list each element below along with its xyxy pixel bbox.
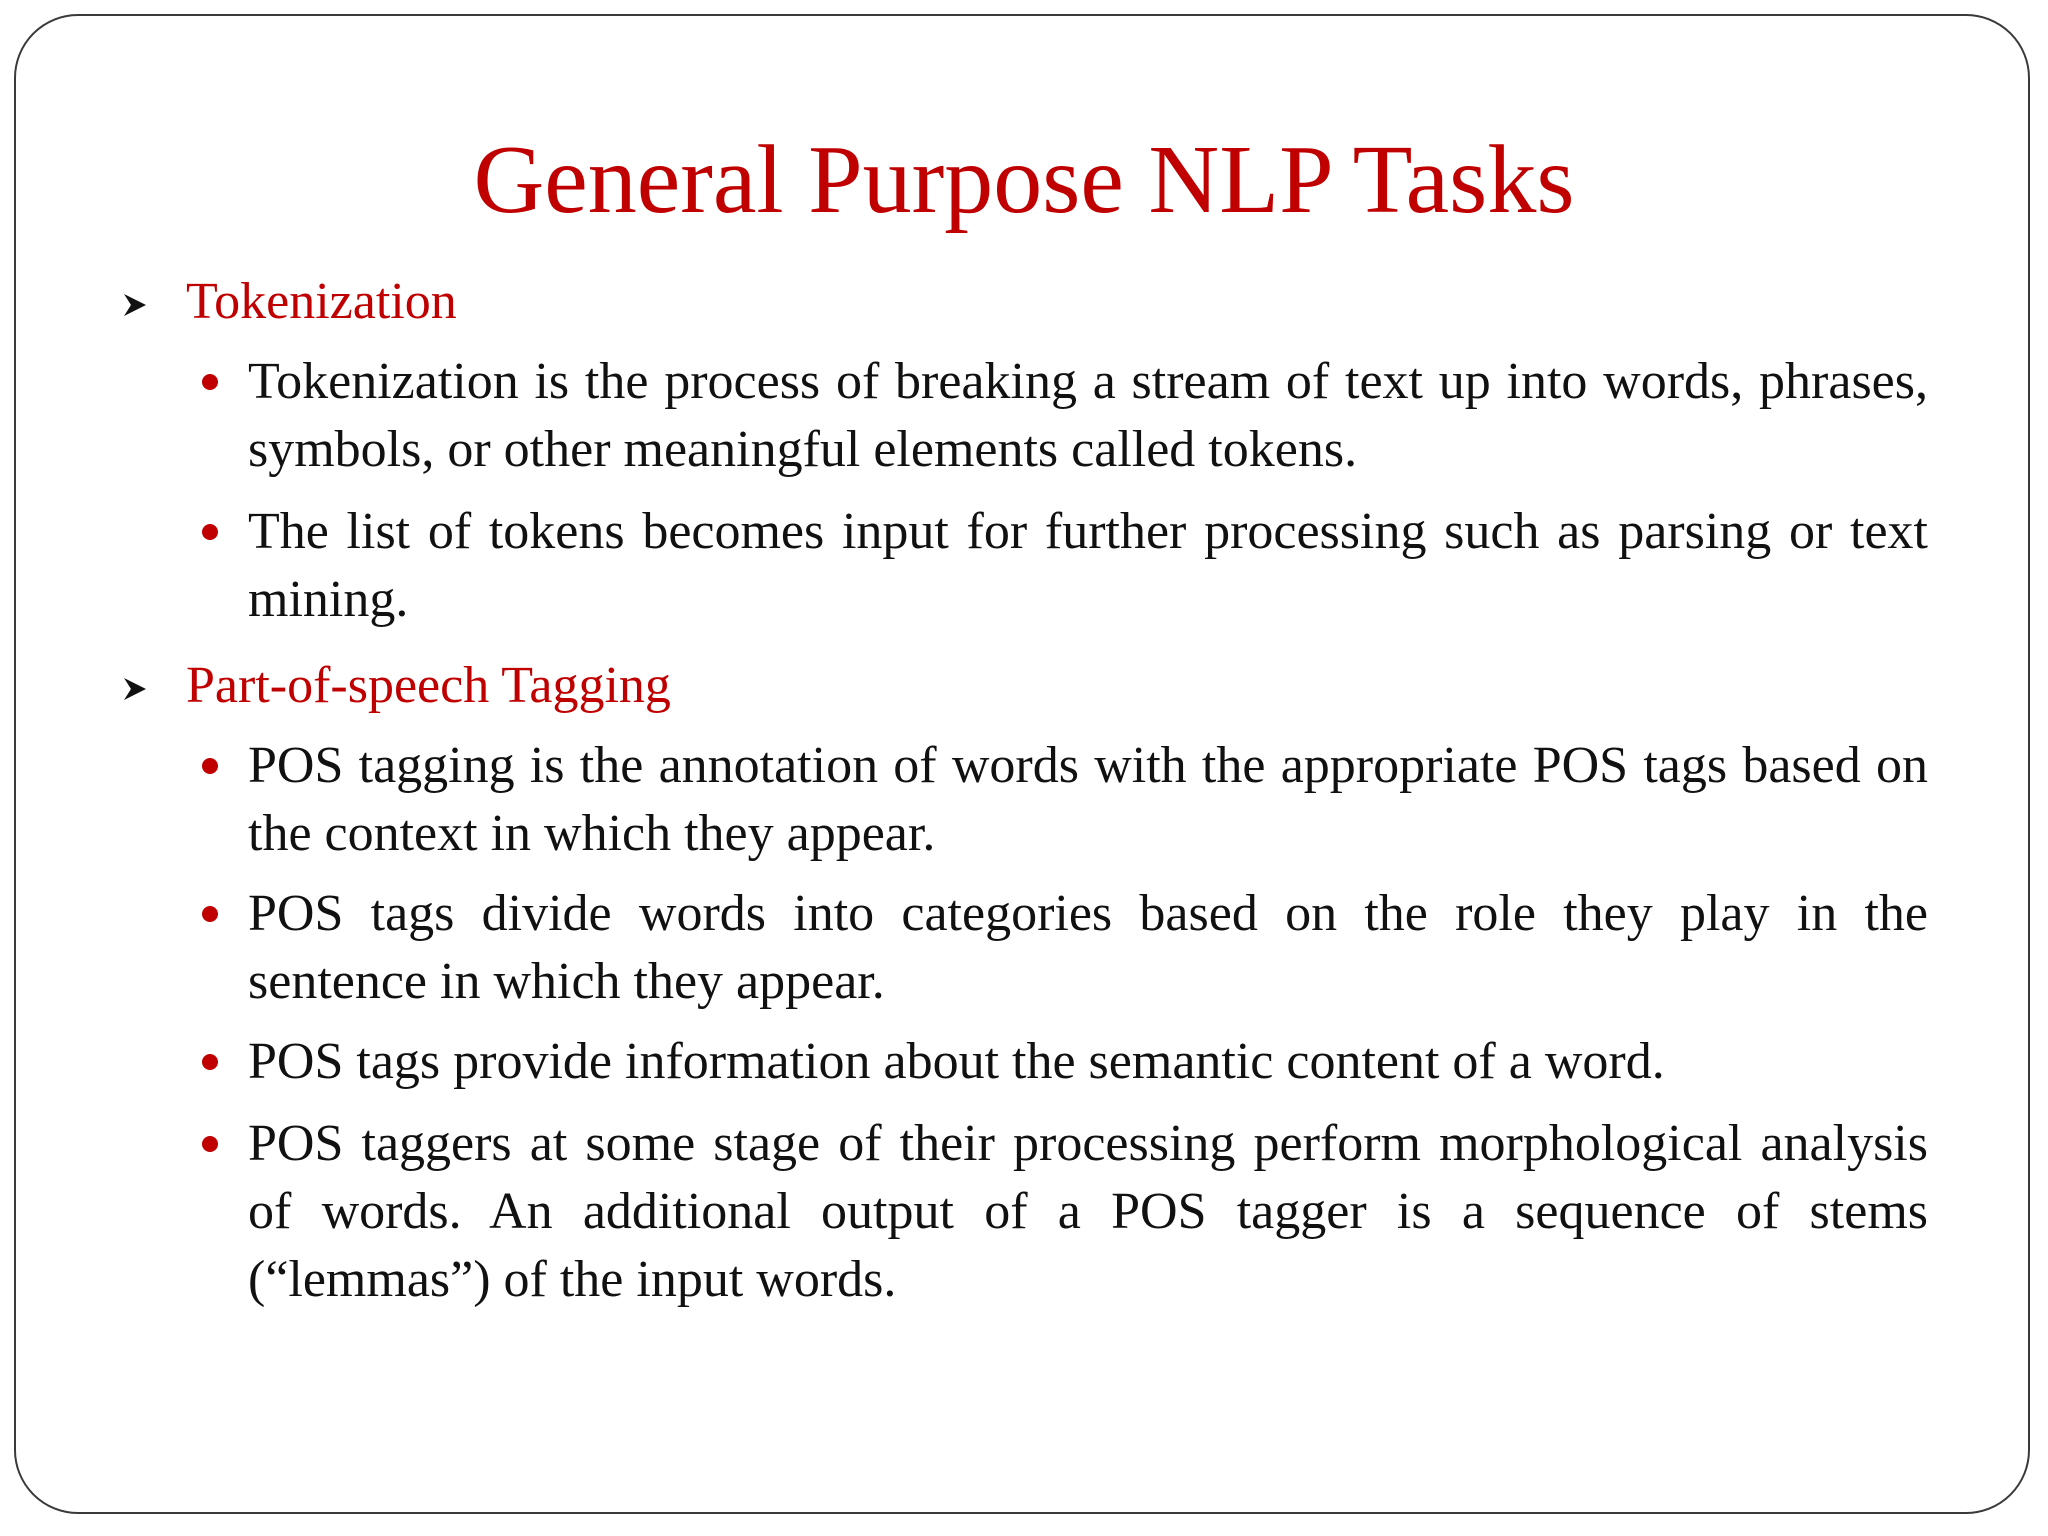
list-item-text: POS tagging is the annotation of words with the appropriate POS tags based on the context in which they appear. <box>248 737 1928 862</box>
list-item <box>248 1110 1928 1314</box>
list-item <box>248 880 1928 1016</box>
round-bullet-icon <box>202 374 218 390</box>
list-item <box>248 732 1928 868</box>
list-item <box>248 1028 1928 1096</box>
list-item-text: The list of tokens becomes input for further processing such as parsing or text mining. <box>248 503 1928 628</box>
section-heading-label: Part-of-speech Tagging <box>186 657 671 714</box>
list-item-text: POS tags provide information about the semantic content of a word. <box>248 1033 1665 1090</box>
round-bullet-icon <box>202 758 218 774</box>
list-item-text: Tokenization is the process of breaking a stream of text up into words, phrases, symbols, or other meaningful elements called tokens. <box>248 353 1928 478</box>
slide-title: General Purpose NLP Tasks <box>473 126 1575 234</box>
round-bullet-icon <box>202 524 218 540</box>
list-item-text: POS taggers at some stage of their processing perform morphological analysis of words. An additional output of a POS tagger is a sequence of stems (“lemmas”) of the input words. <box>248 1115 1928 1308</box>
section-heading-label: Tokenization <box>186 273 457 330</box>
list-item <box>248 348 1928 484</box>
list-item-text: POS tags divide words into categories based on the role they play in the sentence in which they appear. <box>248 885 1928 1010</box>
round-bullet-icon <box>202 1136 218 1152</box>
round-bullet-icon <box>202 1054 218 1070</box>
round-bullet-icon <box>202 906 218 922</box>
list-item <box>248 498 1928 634</box>
